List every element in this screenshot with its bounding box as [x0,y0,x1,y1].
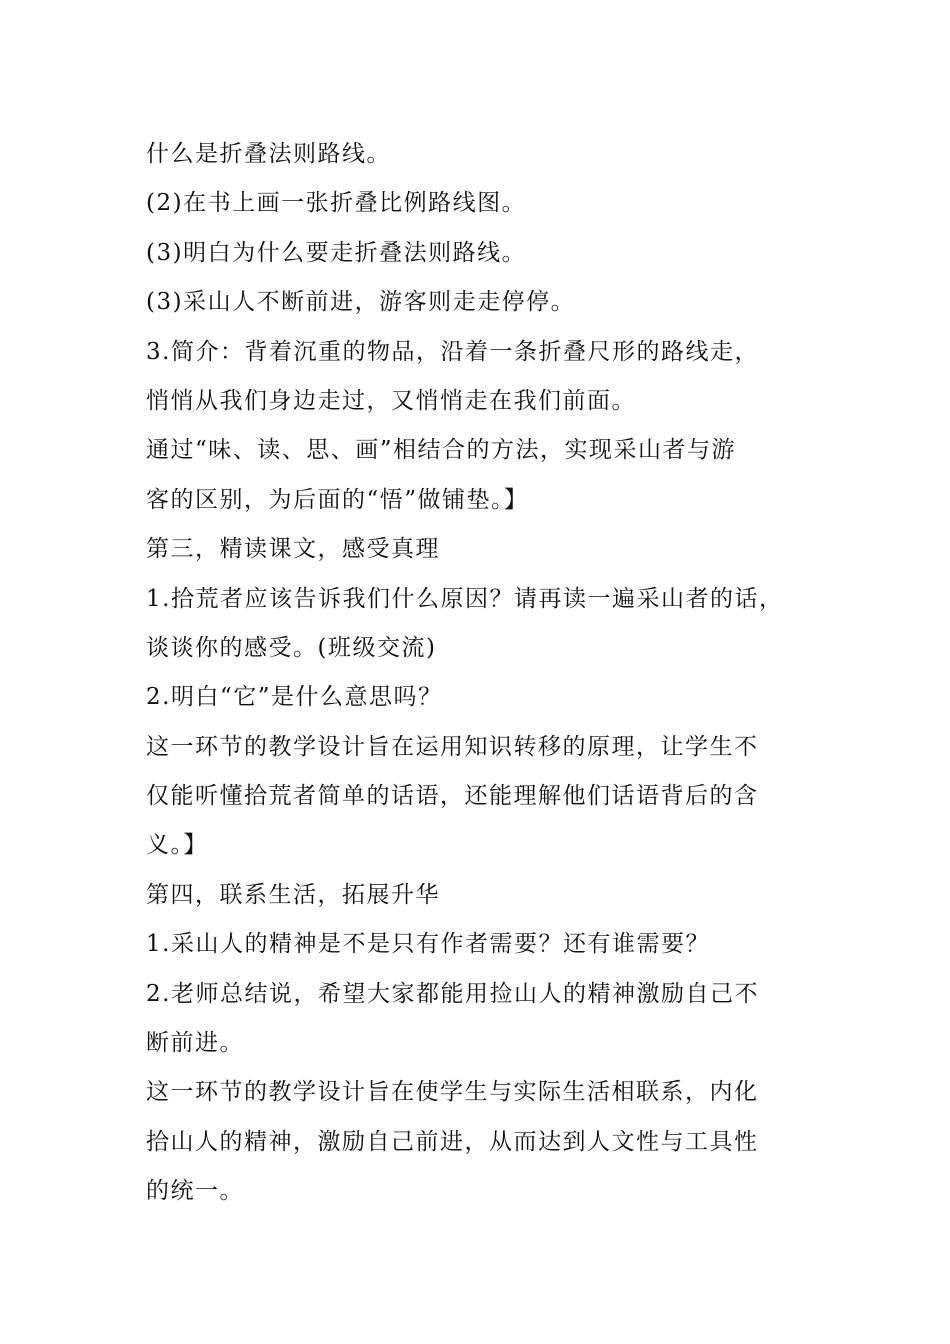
section-heading-4: 第四，联系生活，拓展升华 [146,881,440,908]
text-line-5: 3.简介：背着沉重的物品，沿着一条折叠尺形的路线走， [146,338,759,365]
text-line-10: 1.拾荒者应该告诉我们什么原因？请再读一遍采山者的话， [146,585,784,612]
text-line-14: 仅能听懂拾荒者简单的话语，还能理解他们话语背后的含 [146,783,759,810]
text-line-13: 这一环节的教学设计旨在运用知识转移的原理，让学生不 [146,733,759,760]
text-line-21: 拾山人的精神，激励自己前进，从而达到人文性与工具性 [146,1128,759,1155]
text-line-18: 2.老师总结说，希望大家都能用捡山人的精神激励自己不 [146,980,759,1007]
text-line-3: (3)明白为什么要走折叠法则路线。 [146,239,527,266]
text-line-19: 断前进。 [146,1030,244,1057]
text-line-15: 义。】 [146,832,208,859]
text-line-2: (2)在书上画一张折叠比例路线图。 [146,190,527,217]
text-line-11: 谈谈你的感受。(班级交流) [146,634,437,661]
text-line-12: 2.明白“它”是什么意思吗？ [146,684,443,711]
text-line-1: 什么是折叠法则路线。 [146,141,391,167]
text-line-20: 这一环节的教学设计旨在使学生与实际生活相联系，内化 [146,1079,759,1106]
text-line-4: (3)采山人不断前进，游客则走走停停。 [146,289,576,316]
text-line-6: 悄悄从我们身边走过，又悄悄走在我们前面。 [146,387,636,414]
text-line-17: 1.采山人的精神是不是只有作者需要？还有谁需要？ [146,931,710,958]
document-body [146,130,826,1217]
text-line-8: 客的区别，为后面的“悟”做铺垫。】 [146,486,529,513]
section-heading-3: 第三，精读课文，感受真理 [146,536,440,563]
text-line-22: 的统一。 [146,1178,244,1205]
text-line-7: 通过“味、读、思、画”相结合的方法，实现采山者与游 [146,437,737,464]
